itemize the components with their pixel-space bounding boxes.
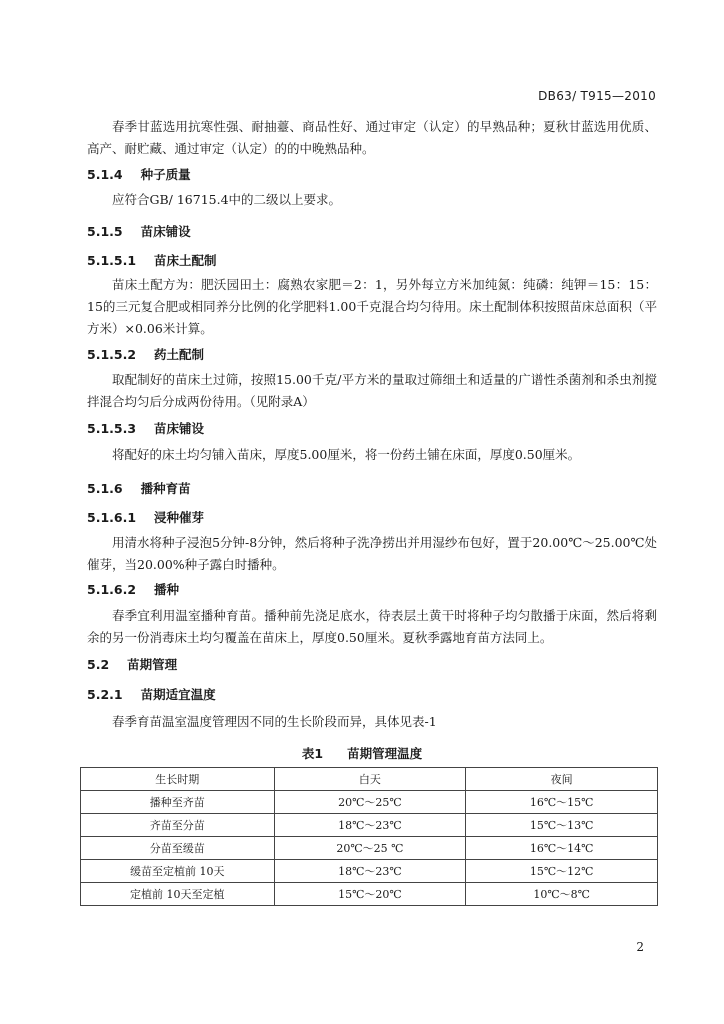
heading-5-1-5 xyxy=(87,222,191,240)
section-number: 5.2.1 xyxy=(87,687,123,702)
paragraph-sowing: 春季宜利用温室播种育苗。播种前先浇足底水，待表层土黄干时将种子均匀散播于床面，然后将剩余的另一份消毒床土均匀覆盖在苗床上，厚度0.50厘米。夏秋季露地育苗方法同上。 xyxy=(87,608,657,645)
table-header-row xyxy=(81,768,658,791)
heading-5-1-4 xyxy=(87,165,191,183)
seedling-temperature-table xyxy=(80,767,658,906)
section-title: 浸种催芽 xyxy=(154,510,205,525)
table-cell: 缓苗至定植前 10天 xyxy=(81,860,275,883)
section-number: 5.1.5.3 xyxy=(87,421,137,436)
column-header-daytime: 白天 xyxy=(274,768,466,791)
section-number: 5.1.4 xyxy=(87,167,123,182)
heading-5-1-6-1 xyxy=(87,508,204,526)
table-caption xyxy=(0,744,724,762)
heading-5-1-5-2 xyxy=(87,345,204,363)
table-cell: 分苗至缓苗 xyxy=(81,837,275,860)
section-title: 苗期管理 xyxy=(127,657,178,672)
table-cell: 15℃～20℃ xyxy=(274,883,466,906)
table-cell: 20℃～25 ℃ xyxy=(274,837,466,860)
heading-5-1-5-1 xyxy=(87,251,217,269)
section-title: 种子质量 xyxy=(140,167,191,182)
paragraph-seed-soaking: 用清水将种子浸泡5分钟-8分钟，然后将种子洗净捞出并用湿纱布包好，置于20.00℃～25.00℃处催芽，当20.00%种子露白时播种。 xyxy=(87,535,657,572)
section-title: 药土配制 xyxy=(154,347,205,362)
table-row xyxy=(81,814,658,837)
table-cell: 18℃～23℃ xyxy=(274,860,466,883)
paragraph-variety-selection: 春季甘蓝选用抗寒性强、耐抽薹、商品性好、通过审定（认定）的早熟品种；夏秋甘蓝选用优质、高产、耐贮藏、通过审定（认定）的的中晚熟品种。 xyxy=(87,119,657,156)
page-number: 2 xyxy=(636,940,644,954)
section-number: 5.1.6.2 xyxy=(87,582,137,597)
table-caption-label: 表1 xyxy=(301,746,324,761)
table-caption-title: 苗期管理温度 xyxy=(347,746,423,761)
column-header-stage: 生长时期 xyxy=(81,768,275,791)
section-title: 苗床铺设 xyxy=(154,421,205,436)
section-title: 苗期适宜温度 xyxy=(140,687,216,702)
table-row xyxy=(81,860,658,883)
section-number: 5.1.5.2 xyxy=(87,347,137,362)
section-number: 5.1.6 xyxy=(87,481,123,496)
table-row xyxy=(81,837,658,860)
section-title: 苗床土配制 xyxy=(154,253,217,268)
standard-code: DB63/ T915—2010 xyxy=(538,89,656,103)
table-cell: 15℃～12℃ xyxy=(466,860,658,883)
table-cell: 20℃～25℃ xyxy=(274,791,466,814)
section-number: 5.1.5.1 xyxy=(87,253,137,268)
section-number: 5.1.6.1 xyxy=(87,510,137,525)
table-cell: 定植前 10天至定植 xyxy=(81,883,275,906)
table-cell: 16℃～14℃ xyxy=(466,837,658,860)
paragraph-bed-soil: 苗床土配方为：肥沃园田土：腐熟农家肥＝2：1，另外每立方米加纯氮：纯磷：纯钾＝15：15：15的三元复合肥或相同养分比例的化学肥料1.00千克混合均匀待用。床土配制体积按照苗床总面积（平方米）×0.06米计算。 xyxy=(87,277,657,336)
table-cell: 16℃～15℃ xyxy=(466,791,658,814)
section-title: 播种育苗 xyxy=(140,481,191,496)
table-cell: 18℃～23℃ xyxy=(274,814,466,837)
heading-5-2 xyxy=(87,655,177,673)
paragraph-bed-laying: 将配好的床土均匀铺入苗床，厚度5.00厘米，将一份药土铺在床面，厚度0.50厘米。 xyxy=(112,447,581,462)
paragraph-medicated-soil: 取配制好的苗床土过筛，按照15.00千克/平方米的量取过筛细土和适量的广谱性杀菌剂和杀虫剂搅拌混合均匀后分成两份待用。（见附录A） xyxy=(87,372,657,409)
section-number: 5.1.5 xyxy=(87,224,123,239)
table-row xyxy=(81,791,658,814)
table-cell: 15℃～13℃ xyxy=(466,814,658,837)
table-row xyxy=(81,883,658,906)
heading-5-2-1 xyxy=(87,685,216,703)
paragraph-temperature-intro: 春季育苗温室温度管理因不同的生长阶段而异，具体见表-1 xyxy=(112,714,437,729)
section-title: 播种 xyxy=(154,582,180,597)
heading-5-1-6 xyxy=(87,479,191,497)
heading-5-1-6-2 xyxy=(87,580,179,598)
column-header-night: 夜间 xyxy=(466,768,658,791)
table-cell: 播种至齐苗 xyxy=(81,791,275,814)
paragraph-seed-quality: 应符合GB/ 16715.4中的二级以上要求。 xyxy=(112,192,342,207)
section-number: 5.2 xyxy=(87,657,110,672)
table-cell: 10℃～8℃ xyxy=(466,883,658,906)
heading-5-1-5-3 xyxy=(87,419,204,437)
section-title: 苗床铺设 xyxy=(140,224,191,239)
table-cell: 齐苗至分苗 xyxy=(81,814,275,837)
